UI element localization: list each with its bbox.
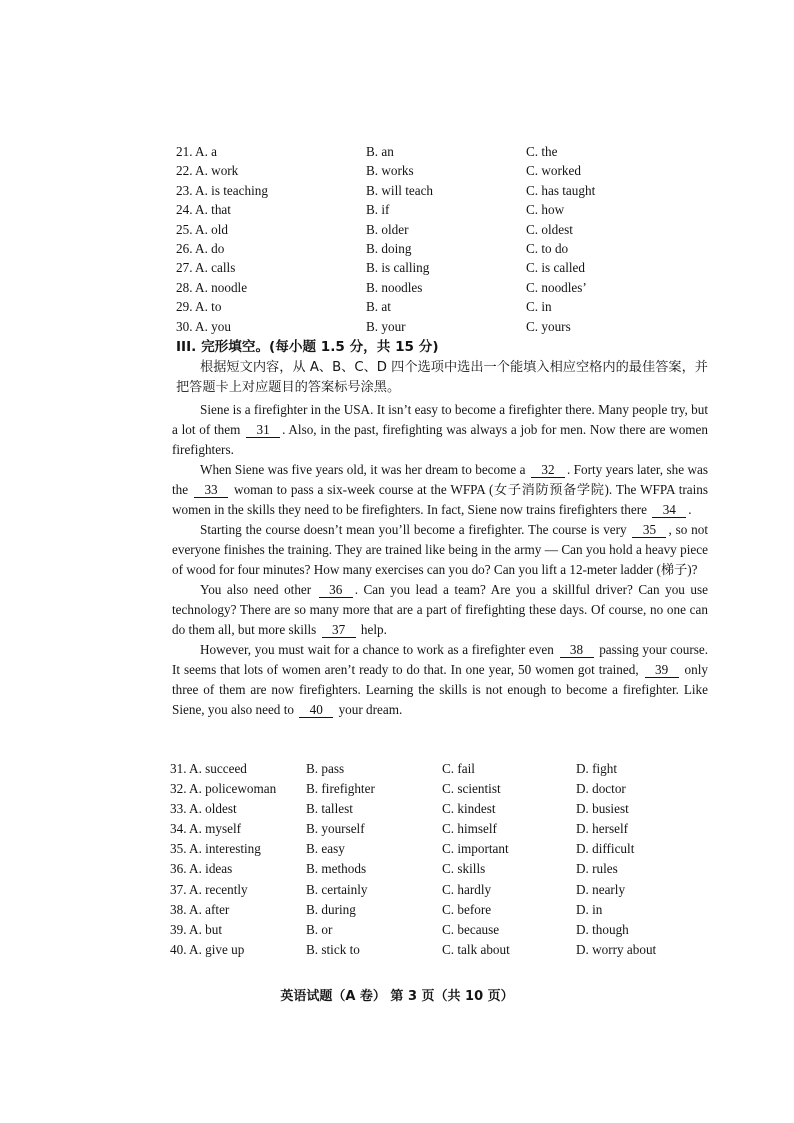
choice-b: B. certainly [306, 881, 368, 897]
choice-c: C. himself [442, 821, 497, 837]
option-b: B. older [366, 221, 409, 237]
section-title: III. 完形填空。(每小题 1.5 分，共 15 分) [176, 339, 439, 355]
passage-text: passing your course. It seems that lots of women aren’t ready to do that. In one year, 50 women got trained, [172, 642, 709, 677]
option-b: B. if [366, 202, 390, 218]
choice-b: B. during [306, 901, 356, 917]
passage-text: . [688, 502, 692, 517]
choice-a: 33. A. oldest [170, 801, 237, 817]
choice-b: B. pass [306, 761, 345, 776]
passage-text: . Also, in the past, firefighting was always a job for men. Now there are women firefighters. [172, 422, 709, 457]
option-c: C. worked [526, 163, 581, 179]
choice-c: C. scientist [442, 781, 501, 797]
blank-39: 39 [645, 662, 679, 678]
option-a: 21. A. a [176, 144, 218, 159]
choice-d: D. difficult [576, 841, 635, 857]
choice-row-34 [170, 819, 710, 839]
paragraph-2 [172, 460, 708, 520]
option-row-23 [176, 181, 616, 200]
choice-c: C. important [442, 841, 509, 857]
option-c: C. oldest [526, 221, 573, 237]
option-row-30 [176, 317, 616, 336]
choice-row-37 [170, 880, 710, 900]
option-c: C. in [526, 299, 552, 315]
choice-b: B. stick to [306, 941, 360, 957]
choice-c: C. kindest [442, 801, 496, 817]
choice-c: C. hardly [442, 881, 492, 897]
option-row-25 [176, 220, 616, 239]
paragraph-1 [172, 400, 708, 460]
passage-text: You also need other [200, 582, 312, 597]
blank-36: 36 [319, 582, 353, 598]
option-a: 30. A. you [176, 318, 231, 334]
choice-c: C. fail [442, 761, 475, 776]
choice-c: C. before [442, 901, 492, 917]
passage-text: When Siene was five years old, it was her dream to become a [200, 462, 526, 477]
passage-text: help. [360, 622, 387, 637]
option-a: 24. A. that [176, 202, 231, 218]
choice-b: B. easy [306, 841, 345, 857]
option-row-28 [176, 278, 616, 297]
option-a: 28. A. noodle [176, 279, 248, 295]
passage-text: your dream. [338, 702, 403, 717]
option-b: B. an [366, 144, 394, 159]
option-a: 29. A. to [176, 299, 222, 315]
choice-row-32 [170, 779, 710, 799]
cloze-passage [172, 400, 708, 720]
choice-c: C. skills [442, 861, 486, 877]
choice-a: 34. A. myself [170, 821, 242, 837]
choice-b: B. tallest [306, 801, 353, 817]
choice-d: D. busiest [576, 801, 629, 817]
option-c: C. noodles’ [526, 279, 587, 295]
choice-c: C. because [442, 921, 500, 937]
option-b: B. works [366, 163, 414, 179]
choice-c: C. talk about [442, 941, 510, 957]
option-c: C. to do [526, 240, 569, 256]
choice-d: D. rules [576, 861, 618, 877]
option-row-27 [176, 258, 616, 277]
choice-a: 39. A. but [170, 921, 223, 937]
option-a: 25. A. old [176, 221, 229, 237]
choice-d: D. though [576, 921, 629, 937]
option-a: 26. A. do [176, 240, 225, 256]
passage-text: However, you must wait for a chance to work as a firefighter even [200, 642, 554, 657]
option-b: B. noodles [366, 279, 423, 295]
choice-d: D. herself [576, 821, 628, 837]
choice-a: 40. A. give up [170, 941, 245, 957]
passage-text: . Can you lead a team? Are you a skillful driver? Can you use technology? There are so many more that are a part of firefighting these days. Of course, no one can do them all, but more skills [172, 582, 708, 637]
blank-31: 31 [246, 422, 280, 438]
passage-text: Siene is a firefighter in the USA. It isn’t easy to become a firefighter there. Many people try, but a lot of them [172, 402, 708, 437]
choice-d: D. nearly [576, 881, 626, 897]
choice-a: 37. A. recently [170, 881, 248, 897]
choice-row-33 [170, 799, 710, 819]
option-b: B. is calling [366, 260, 430, 276]
passage-text: , so not everyone finishes the training. They are trained like being in the army — Can you hold a heavy piece of wood for four minutes? How many exercises can you do? Can you lift a 12-meter ladder (梯子)? [172, 522, 709, 577]
choice-row-39 [170, 920, 710, 940]
paragraph-3 [172, 520, 708, 580]
option-row-21 [176, 142, 616, 161]
option-b: B. doing [366, 240, 412, 256]
section-instructions: 根据短文内容，从 A、B、C、D 四个选项中选出一个能填入相应空格内的最佳答案，并把答题卡上对应题目的答案标号涂黑。 [176, 360, 708, 395]
option-c: C. is called [526, 260, 585, 276]
blank-37: 37 [322, 622, 356, 638]
choice-b: B. methods [306, 861, 367, 877]
option-c: C. has taught [526, 182, 596, 198]
option-a: 22. A. work [176, 163, 239, 179]
choice-d: D. fight [576, 761, 618, 776]
choice-row-38 [170, 900, 710, 920]
paragraph-5 [172, 640, 708, 720]
blank-35: 35 [632, 522, 666, 538]
option-c: C. the [526, 144, 558, 159]
blank-40: 40 [299, 702, 333, 718]
option-b: B. at [366, 299, 391, 315]
choice-a: 32. A. policewoman [170, 781, 277, 797]
option-row-24 [176, 200, 616, 219]
option-b: B. your [366, 318, 406, 334]
choice-row-36 [170, 859, 710, 879]
passage-text: Starting the course doesn’t mean you’ll become a firefighter. The course is very [200, 522, 627, 537]
option-a: 27. A. calls [176, 260, 236, 276]
option-c: C. yours [526, 318, 571, 334]
choices-31-40 [170, 759, 710, 960]
choice-d: D. worry about [576, 941, 657, 957]
choice-b: B. yourself [306, 821, 365, 837]
option-row-29 [176, 297, 616, 316]
blank-38: 38 [560, 642, 594, 658]
choice-row-31 [170, 759, 710, 779]
choice-row-40 [170, 940, 710, 960]
blank-33: 33 [194, 482, 228, 498]
choice-a: 36. A. ideas [170, 861, 233, 877]
choice-row-35 [170, 839, 710, 859]
choice-a: 38. A. after [170, 901, 230, 917]
paragraph-4 [172, 580, 708, 640]
option-a: 23. A. is teaching [176, 182, 268, 198]
options-21-30 [176, 142, 616, 336]
choice-a: 35. A. interesting [170, 841, 261, 857]
passage-text: only three of them are now firefighters. Learning the skills is not enough to become a firefighter. Like Siene, you also need to [172, 662, 708, 717]
option-b: B. will teach [366, 182, 434, 198]
option-c: C. how [526, 202, 565, 218]
choice-a: 31. A. succeed [170, 761, 247, 776]
passage-text: woman to pass a six-week course at the WFPA (女子消防预备学院). The WFPA trains women in the skills they need to be firefighters. In fact, Siene now trains firefighters there [172, 482, 708, 517]
option-row-22 [176, 161, 616, 180]
page-footer: 英语试题（A 卷） 第 3 页（共 10 页） [280, 989, 514, 1004]
blank-34: 34 [652, 502, 686, 518]
choice-d: D. doctor [576, 781, 626, 797]
blank-32: 32 [531, 462, 565, 478]
choice-b: B. firefighter [306, 781, 375, 797]
choice-b: B. or [306, 921, 333, 937]
choice-d: D. in [576, 901, 603, 917]
passage-text: . Forty years later, she was the [172, 462, 709, 497]
option-row-26 [176, 239, 616, 258]
